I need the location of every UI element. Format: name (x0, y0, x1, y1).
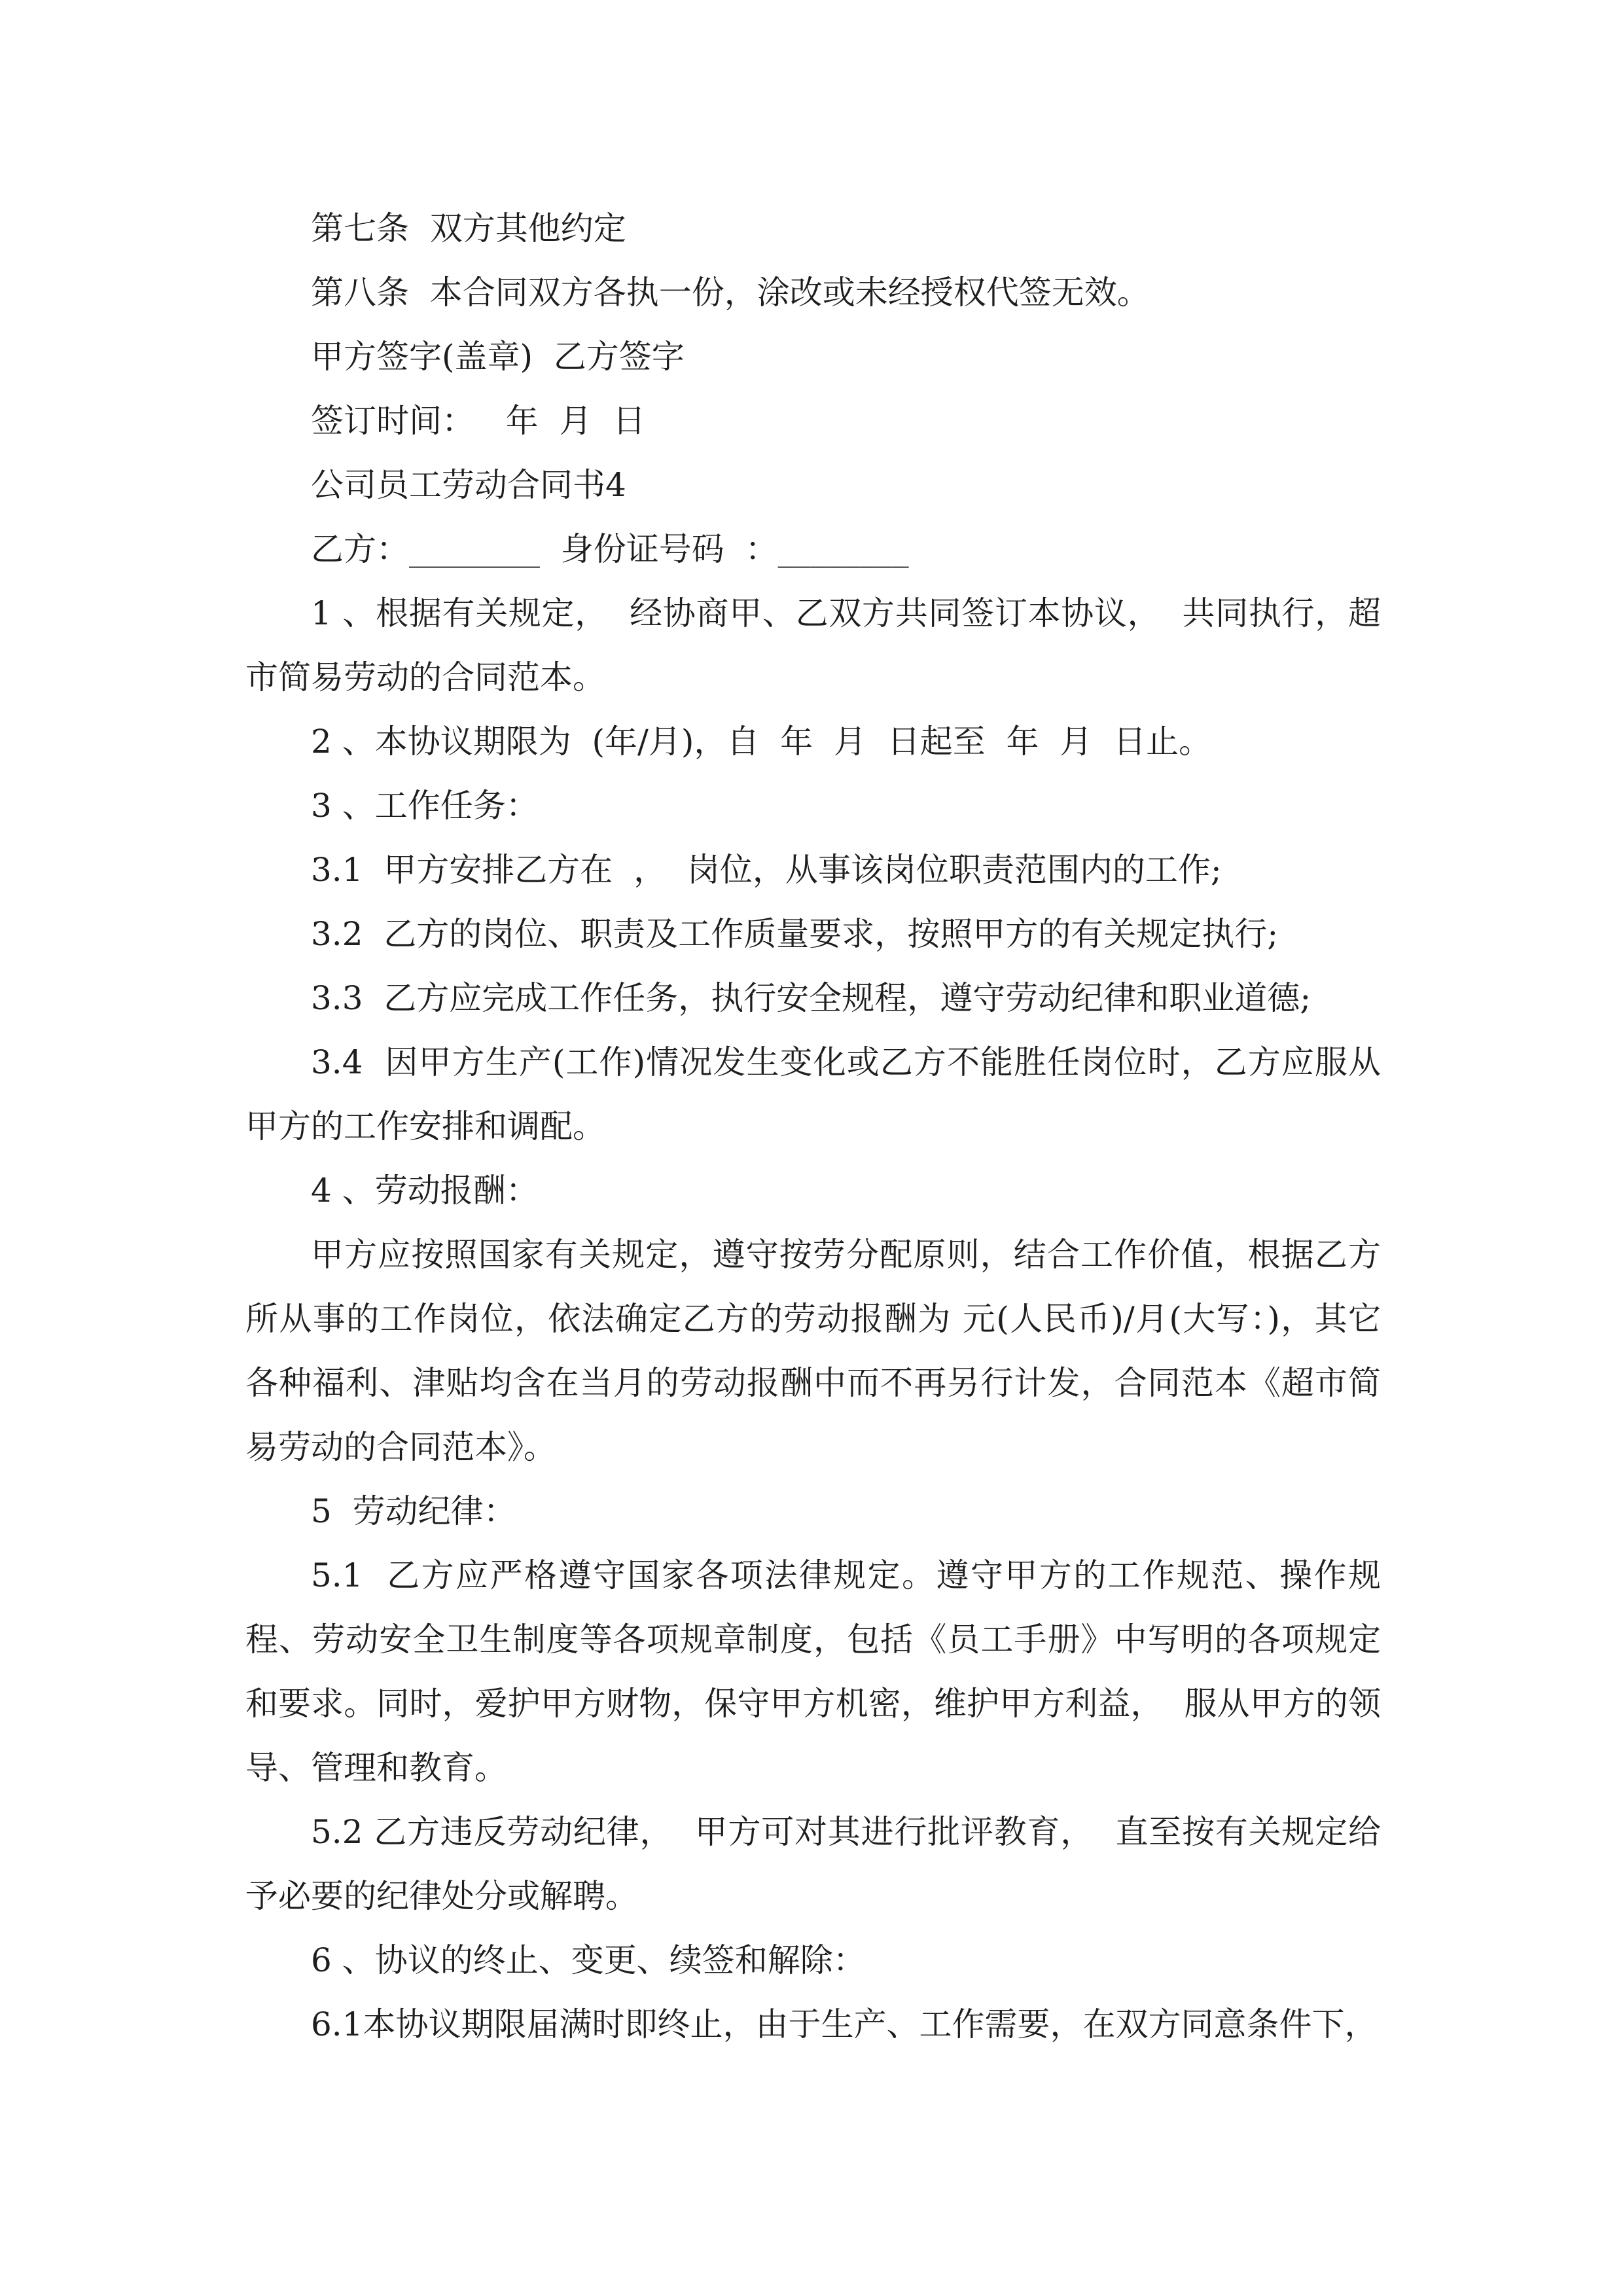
document-body (245, 196, 1381, 2056)
clause-6-heading: 6 、协议的终止、变更、续签和解除： (311, 1941, 866, 1979)
signing-date-line: 签订时间： 年 月 日 (311, 402, 646, 440)
clause-5-1: 5.1 乙方应严格遵守国家各项法律规定。遵守甲方的工作规范、操作规程、劳动安全卫生制度等各项规章制度，包括《员工手册》中写明的各项规定和要求。同时，爱护甲方财物，保守甲方机密，维护甲方利益， 服从甲方的领导、管理和教育。 (245, 1556, 1381, 1787)
clause-3-1: 3.1 甲方安排乙方在 ， 岗位，从事该岗位职责范围内的工作; (311, 851, 1222, 889)
party-b-id-line: 乙方：________ 身份证号码 ：________ (311, 530, 909, 568)
clause-3-2: 3.2 乙方的岗位、职责及工作质量要求，按照甲方的有关规定执行; (311, 915, 1279, 953)
clause-6-1: 6.1本协议期限届满时即终止，由于生产、工作需要，在双方同意条件下， (311, 2005, 1378, 2043)
section-7-heading: 第七条 双方其他约定 (311, 209, 626, 247)
clause-1: 1 、根据有关规定， 经协商甲、乙双方共同签订本协议， 共同执行，超市简易劳动的合同范本。 (245, 594, 1381, 696)
clause-3-heading: 3 、工作任务： (311, 787, 539, 825)
clause-2: 2 、本协议期限为 (年/月)，自 年 月 日起至 年 月 日止。 (311, 723, 1212, 761)
section-8-clause: 第八条 本合同双方各执一份，涂改或未经授权代签无效。 (311, 274, 1150, 312)
clause-3-3: 3.3 乙方应完成工作任务，执行安全规程，遵守劳动纪律和职业道德; (311, 979, 1311, 1017)
clause-5-2: 5.2 乙方违反劳动纪律， 甲方可对其进行批评教育， 直至按有关规定给予必要的纪律处分或解聘。 (245, 1813, 1381, 1915)
clause-5-heading: 5 劳动纪律： (311, 1492, 516, 1530)
contract-title: 公司员工劳动合同书4 (311, 466, 626, 504)
clause-3-4: 3.4 因甲方生产(工作)情况发生变化或乙方不能胜任岗位时，乙方应服从甲方的工作安排和调配。 (245, 1043, 1381, 1145)
signature-line: 甲方签字(盖章) 乙方签字 (311, 338, 685, 376)
clause-4-body: 甲方应按照国家有关规定，遵守按劳分配原则，结合工作价值，根据乙方所从事的工作岗位，依法确定乙方的劳动报酬为 元(人民币)/月(大写：)，其它各种福利、津贴均含在当月的劳动报酬中而不再另行计发，合同范本《超市简易劳动的合同范本》。 (245, 1236, 1381, 1466)
clause-4-heading: 4 、劳动报酬： (311, 1172, 539, 1210)
